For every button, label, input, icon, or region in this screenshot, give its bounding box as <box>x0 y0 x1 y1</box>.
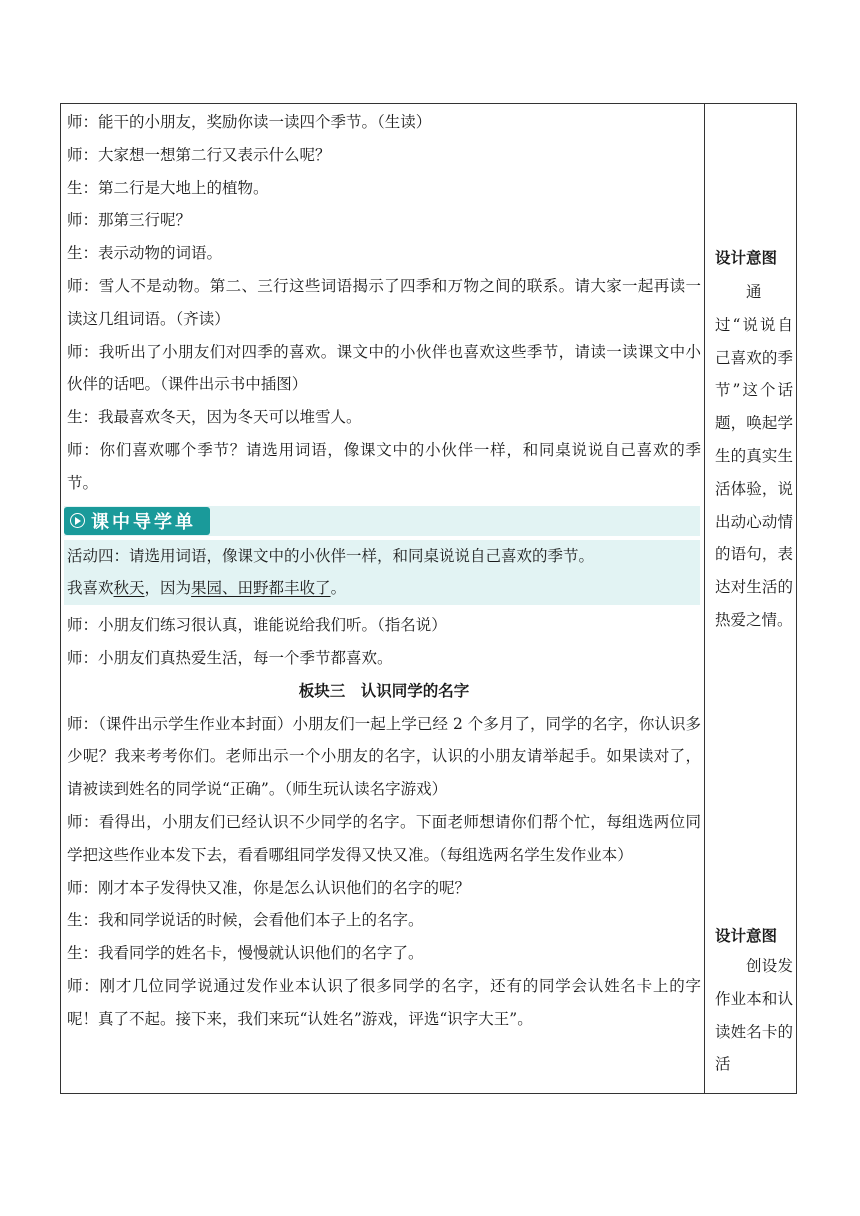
dialogue-line: 师：小朋友们练习很认真，谁能说给我们听。（指名说） <box>67 616 447 635</box>
example-prefix: 我喜欢 <box>67 579 114 598</box>
column-divider <box>704 103 705 1094</box>
activity-instruction: 活动四：请选用词语，像课文中的小伙伴一样，和同桌说说自己喜欢的季节。 <box>67 546 595 565</box>
main-column <box>67 106 701 1036</box>
dialogue-paragraph: 师：看得出，小朋友们已经认识不少同学的名字。下面老师想请你们帮个忙，每组选两位同学把这些作业本发下去，看看哪组同学发得又快又准。（每组选两名学生发作业本） <box>67 812 701 864</box>
dialogue-paragraph: 师：刚才几位同学说通过发作业本认识了很多同学的名字，还有的同学会认姓名卡上的字呢！真了不起。接下来，我们来玩“认姓名”游戏，评选“识字大王”。 <box>67 976 701 1028</box>
dialogue-line: 生：我最喜欢冬天，因为冬天可以堆雪人。 <box>67 408 362 427</box>
dialogue-line: 师：小朋友们真热爱生活，每一个季节都喜欢。 <box>67 648 393 667</box>
example-middle: ，因为 <box>144 579 192 598</box>
design-intent-heading: 设计意图 <box>715 927 778 945</box>
dialogue-line: 师：那第三行呢？ <box>67 211 192 230</box>
dialogue-paragraph: 师：雪人不是动物。第二、三行这些词语揭示了四季和万物之间的联系。请大家一起再读一读这几组词语。（齐读） <box>67 276 701 328</box>
dialogue-paragraph: 师：我听出了小朋友们对四季的喜欢。课文中的小伙伴也喜欢这些季节，请读一读课文中小伙伴的话吧。（课件出示书中插图） <box>67 342 701 394</box>
example-end: 。 <box>330 579 347 598</box>
dialogue-line: 生：我看同学的姓名卡，慢慢就认识他们的名字了。 <box>67 944 424 963</box>
dialogue-line: 生：我和同学说话的时候，会看他们本子上的名字。 <box>67 911 424 930</box>
dialogue-line: 生：第二行是大地上的植物。 <box>67 178 269 197</box>
design-intent-heading: 设计意图 <box>715 249 778 267</box>
activity-box <box>64 540 700 606</box>
dialogue-paragraph: 师：你们喜欢哪个季节？请选用词语，像课文中的小伙伴一样，和同桌说说自己喜欢的季节。 <box>67 440 701 492</box>
dialogue-line: 师：刚才本子发得快又准，你是怎么认识他们的名字的呢？ <box>67 878 471 897</box>
dialogue-line: 师：能干的小朋友，奖励你读一读四个季节。（生读） <box>67 113 432 131</box>
banner-label: 课中导学单 <box>91 511 196 533</box>
example-reason: 果园、田野都丰收了 <box>191 579 331 598</box>
guide-sheet-banner <box>64 506 700 536</box>
play-icon <box>70 513 85 528</box>
dialogue-line: 生：表示动物的词语。 <box>67 244 223 263</box>
example-season: 秋天 <box>113 579 145 598</box>
section-title: 板块三 认识同学的名字 <box>298 680 470 700</box>
banner-tab <box>64 507 210 535</box>
dialogue-paragraph: 师：（课件出示学生作业本封面）小朋友们一起上学已经 2 个多月了，同学的名字，你认识多少呢？我来考考你们。老师出示一个小朋友的名字，认识的小朋友请举起手。如果读对了，请被读到姓名的同学说“正确”。（师生玩认读名字游戏） <box>67 714 701 799</box>
dialogue-line: 师：大家想一想第二行又表示什么呢？ <box>67 145 331 164</box>
activity-example <box>67 572 700 605</box>
design-intent-text: 创设发作业本和认读姓名卡的活 <box>715 957 793 1074</box>
design-intent-text: 通过“说说自己喜欢的季节”这个话题，唤起学生的真实生活体验，说出动心动情的语句，表达对生活的热爱之情。 <box>715 283 793 629</box>
